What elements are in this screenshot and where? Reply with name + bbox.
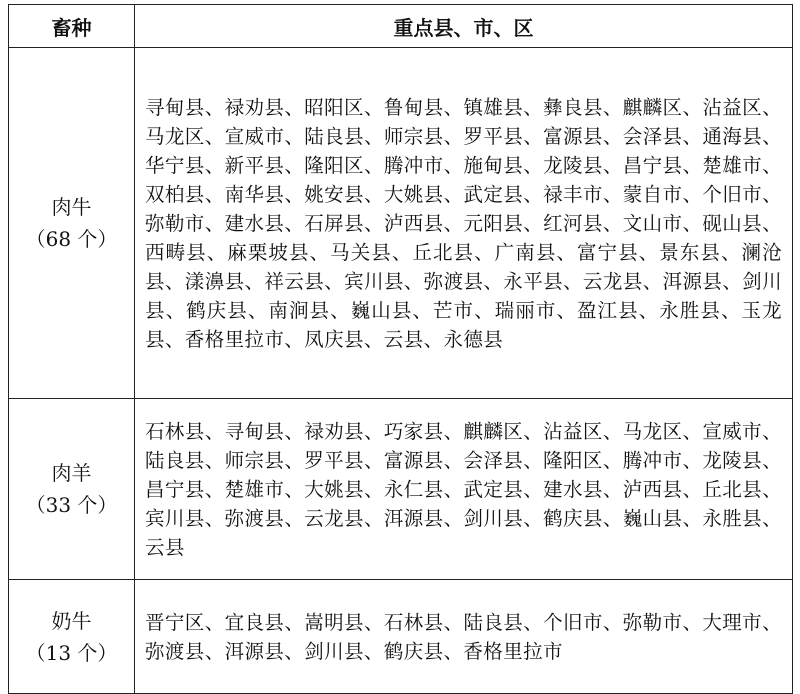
counties-cell: 寻甸县、禄劝县、昭阳区、鲁甸县、镇雄县、彝良县、麒麟区、沾益区、马龙区、宣威市、陆良县、师宗县、罗平县、富源县、会泽县、通海县、华宁县、新平县、隆阳区、腾冲市、施甸县、龙陵县、昌宁县、楚雄市、双柏县、南华县、姚安县、大姚县、武定县、禄丰市、蒙自市、个旧市、弥勒市、建水县、石屏县、泸西县、元阳县、红河县、文山市、砚山县、西畴县、麻栗坡县、马关县、丘北县、广南县、富宁县、景东县、澜沧县、漾濞县、祥云县、宾川县、弥渡县、永平县、云龙县、洱源县、剑川县、鹤庆县、南涧县、巍山县、芒市、瑞丽市、盈江县、永胜县、玉龙县、香格里拉市、凤庆县、云县、永德县 <box>135 48 793 399</box>
species-name: 肉牛 <box>51 195 92 219</box>
species-count: （13 个） <box>25 640 118 665</box>
table-row <box>9 580 793 694</box>
species-cell <box>9 399 135 580</box>
table-header-row <box>9 5 793 48</box>
header-counties: 重点县、市、区 <box>135 5 793 48</box>
table-row <box>9 399 793 580</box>
species-name: 肉羊 <box>51 461 92 485</box>
counties-cell: 晋宁区、宜良县、嵩明县、石林县、陆良县、个旧市、弥勒市、大理市、弥渡县、洱源县、剑川县、鹤庆县、香格里拉市 <box>135 580 793 694</box>
species-name: 奶牛 <box>51 608 92 633</box>
counties-cell: 石林县、寻甸县、禄劝县、巧家县、麒麟区、沾益区、马龙区、宣威市、陆良县、师宗县、罗平县、富源县、会泽县、隆阳区、腾冲市、龙陵县、昌宁县、楚雄市、大姚县、永仁县、武定县、建水县、泸西县、丘北县、宾川县、弥渡县、云龙县、洱源县、剑川县、鹤庆县、巍山县、永胜县、云县 <box>135 399 793 580</box>
species-count: （68 个） <box>25 227 118 251</box>
species-cell <box>9 580 135 694</box>
species-cell <box>9 48 135 399</box>
header-species: 畜种 <box>9 5 135 48</box>
species-count: （33 个） <box>25 493 118 517</box>
table-row <box>9 48 793 399</box>
livestock-county-table <box>8 4 793 694</box>
